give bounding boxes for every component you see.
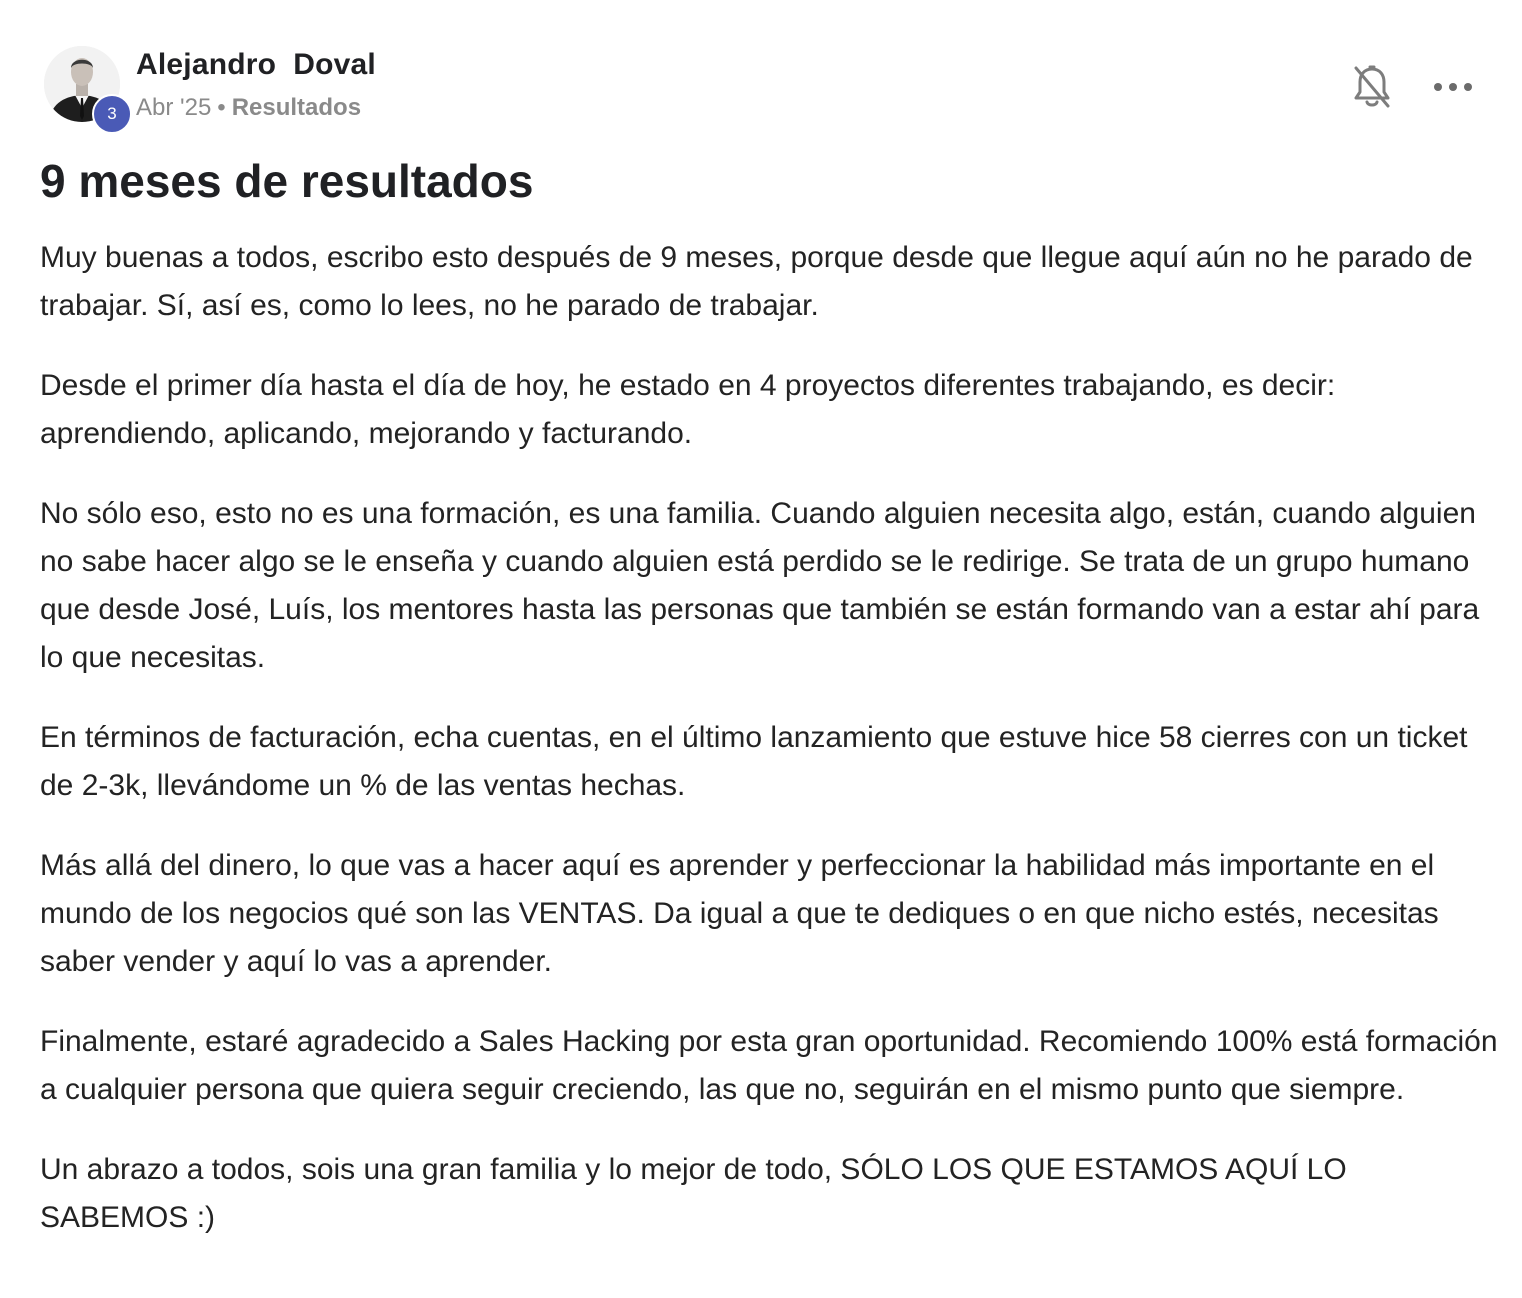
more-options-button[interactable]	[1430, 72, 1476, 102]
post-title: 9 meses de resultados	[40, 155, 534, 207]
more-horizontal-icon	[1430, 72, 1476, 102]
author-name[interactable]: Alejandro Doval	[136, 48, 376, 81]
post-paragraph: En términos de facturación, echa cuentas, en el último lanzamiento que estuve hice 58 cierres con un ticket de 2-3k, llevándome un % de las ventas hechas.	[40, 721, 1468, 802]
post-body	[40, 234, 1502, 1274]
post-paragraph: Más allá del dinero, lo que vas a hacer aquí es aprender y perfeccionar la habilidad más importante en el mundo de los negocios qué son las VENTAS. Da igual a que te dediques o en que nicho estés, necesitas saber vender y aquí lo vas a aprender.	[40, 849, 1439, 978]
notifications-toggle-button[interactable]	[1352, 64, 1392, 110]
bell-off-icon	[1352, 64, 1392, 110]
author-avatar-group[interactable]	[44, 46, 120, 122]
post-category[interactable]: Resultados	[231, 94, 362, 121]
post-paragraph: Desde el primer día hasta el día de hoy, he estado en 4 proyectos diferentes trabajando, es decir: aprendiendo, aplicando, mejorando y facturando.	[40, 369, 1336, 450]
post-header	[40, 44, 1490, 134]
post-paragraph: Muy buenas a todos, escribo esto después de 9 meses, porque desde que llegue aquí aún no he parado de trabajar. Sí, así es, como lo lees, no he parado de trabajar.	[40, 241, 1473, 322]
post-meta	[136, 94, 361, 122]
post-paragraph: Finalmente, estaré agradecido a Sales Hacking por esta gran oportunidad. Recomiendo 100% está formación a cualquier persona que quiera seguir creciendo, las que no, seguirán en el mismo punto que siempre.	[40, 1025, 1498, 1106]
level-badge: 3	[92, 94, 132, 134]
post-date[interactable]: Abr '25	[136, 94, 212, 121]
post-paragraph: Un abrazo a todos, sois una gran familia y lo mejor de todo, SÓLO LOS QUE ESTAMOS AQUÍ LO SABEMOS :)	[40, 1153, 1347, 1234]
post-paragraph: No sólo eso, esto no es una formación, es una familia. Cuando alguien necesita algo, están, cuando alguien no sabe hacer algo se le enseña y cuando alguien está perdido se le redirige. Se trata de un grupo humano que desde José, Luís, los mentores hasta las personas que también se están formando van a estar ahí para lo que necesitas.	[40, 497, 1480, 674]
meta-separator: •	[217, 94, 226, 121]
